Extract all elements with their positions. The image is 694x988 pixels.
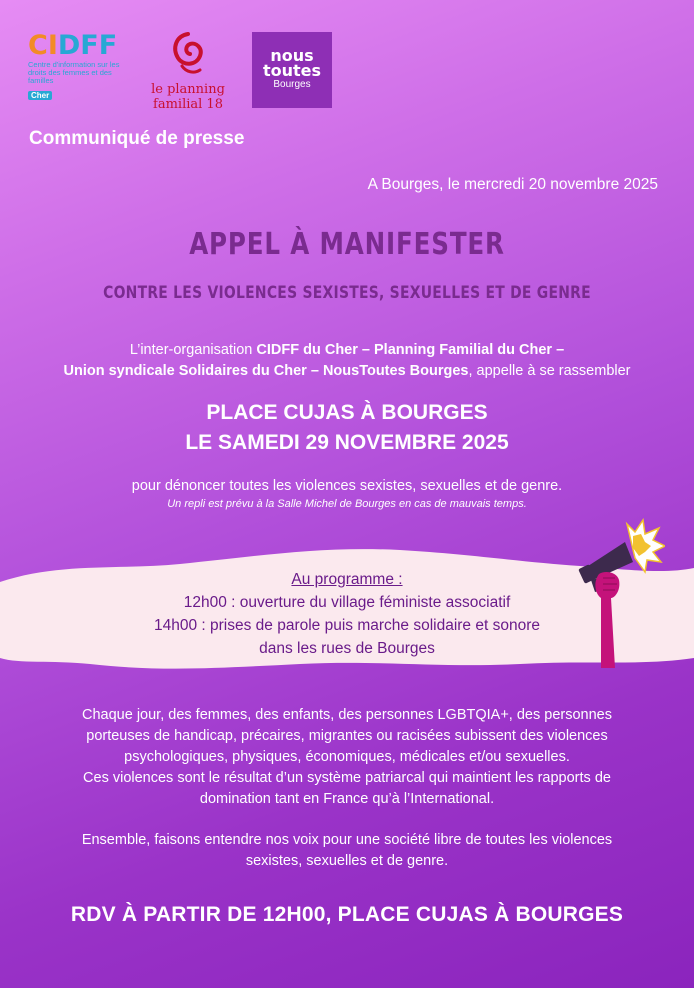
- planning-line1: le planning: [151, 82, 225, 97]
- noustoutes-line1: nous: [270, 46, 314, 65]
- programme-item-2a: 14h00 : prises de parole puis marche solidaire et sonore: [153, 617, 540, 634]
- intro-tail: , appelle à se rassembler: [468, 363, 631, 379]
- programme-item-2b: dans les rues de Bourges: [259, 640, 435, 657]
- planning-familial-logo: [148, 30, 228, 112]
- event-purpose: pour dénoncer toutes les violences sexistes, sexuelles et de genre.: [131, 478, 563, 494]
- sub-title: CONTRE LES VIOLENCES SEXISTES, SEXUELLES ET DE GENRE: [103, 283, 591, 303]
- noustoutes-line3: Bourges: [273, 79, 311, 90]
- main-title: APPEL À MANIFESTER: [189, 227, 505, 262]
- event-date: LE SAMEDI 29 NOVEMBRE 2025: [185, 431, 509, 454]
- intro-orgs-line1: CIDFF du Cher – Planning Familial du Cher –: [256, 342, 565, 358]
- dateline: A Bourges, le mercredi 20 novembre 2025: [367, 176, 658, 193]
- event-place: PLACE CUJAS À BOURGES: [206, 401, 488, 424]
- megaphone-fist-icon: [575, 518, 665, 668]
- intro-lead: L’inter-organisation: [129, 342, 257, 358]
- rdv-callout: RDV À PARTIR DE 12H00, PLACE CUJAS À BOURGES: [70, 903, 624, 926]
- body-line: Chaque jour, des femmes, des enfants, des personnes LGBTQIA+, des personnes: [82, 707, 612, 723]
- noustoutes-logo: [252, 32, 332, 108]
- programme-item-1: 12h00 : ouverture du village féministe associatif: [183, 594, 511, 611]
- noustoutes-line2: toutes: [262, 61, 322, 80]
- body-line: Ensemble, faisons entendre nos voix pour une société libre de toutes les violences: [81, 832, 613, 848]
- planning-swirl-icon: [168, 30, 208, 76]
- body-line: sexistes, sexuelles et de genre.: [245, 853, 449, 869]
- cidff-wordmark: CIDFF: [28, 30, 118, 61]
- cidff-logo: [28, 32, 128, 98]
- communique-label: Communiqué de presse: [29, 128, 245, 149]
- cidff-subtitle: Centre d'information sur les droits des femmes et des familles: [28, 60, 120, 85]
- body-line: porteuses de handicap, précaires, migrantes ou racisées subissent des violences: [86, 728, 608, 744]
- planning-line2: familial 18: [153, 97, 223, 112]
- body-paragraph-1: [40, 705, 654, 810]
- cidff-badge: Cher: [28, 91, 52, 100]
- body-line: Ces violences sont le résultat d’un système patriarcal qui maintient les rapports de: [83, 770, 611, 786]
- intro-orgs-line2: Union syndicale Solidaires du Cher – NousToutes Bourges: [63, 363, 469, 379]
- body-paragraph-2: [40, 830, 654, 872]
- body-line: psychologiques, physiques, économiques, médicales et/ou sexuelles.: [124, 749, 570, 765]
- event-block: [0, 398, 694, 458]
- intro-paragraph: [20, 340, 674, 382]
- event-fallback: Un repli est prévu à la Salle Michel de Bourges en cas de mauvais temps.: [167, 498, 527, 510]
- programme-heading: Au programme :: [291, 571, 403, 588]
- body-line: domination tant en France qu’à l’International.: [199, 791, 495, 807]
